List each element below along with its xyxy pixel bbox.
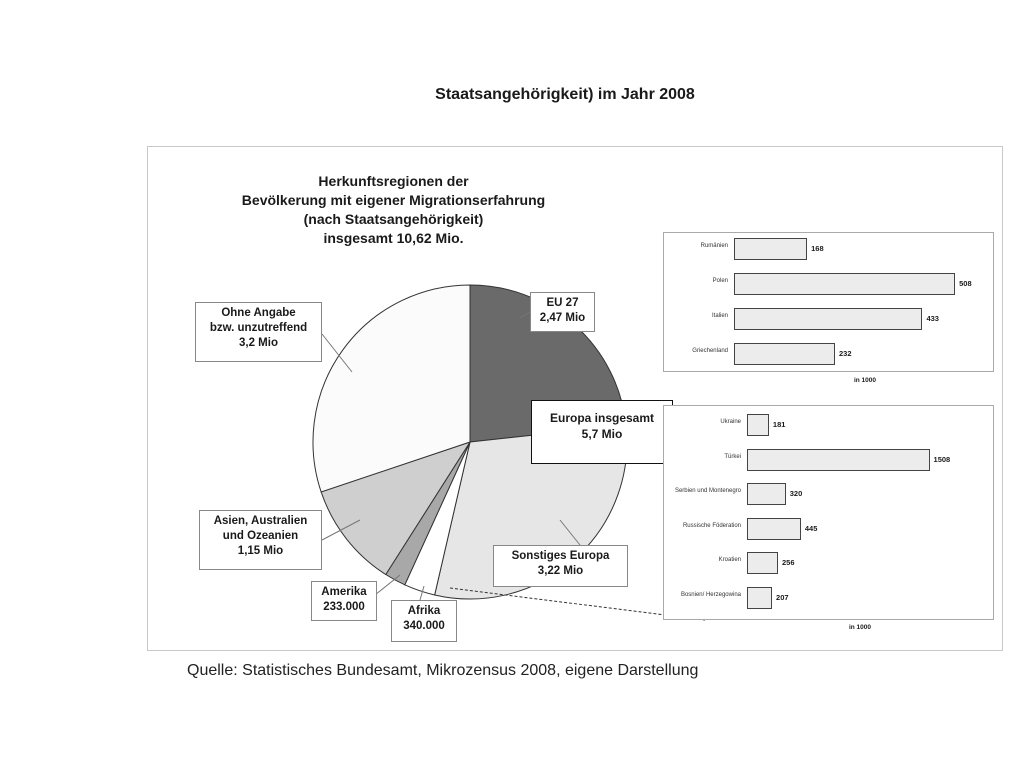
pie-title-line-3: (nach Staatsangehörigkeit) bbox=[303, 211, 484, 227]
label-europa-insgesamt bbox=[531, 400, 673, 464]
leader-line-amerika bbox=[375, 575, 400, 595]
label-asien bbox=[199, 510, 322, 570]
bar-label: Kroatien bbox=[718, 557, 741, 563]
bar bbox=[734, 308, 922, 330]
bar-value-label: 1508 bbox=[933, 454, 951, 464]
label-europa-line-2: 5,7 Mio bbox=[581, 427, 623, 441]
bar-label: Italien bbox=[711, 313, 728, 319]
bar-label: Ukraine bbox=[720, 419, 741, 425]
label-sonstiges-europa bbox=[493, 545, 628, 587]
bar bbox=[747, 414, 769, 436]
pie-title-line-2: Bevölkerung mit eigener Migrationserfahrung bbox=[241, 192, 546, 208]
bar-label: Polen bbox=[712, 278, 728, 284]
page-title: Staatsangehörigkeit) im Jahr 2008 bbox=[435, 86, 695, 103]
label-ohne-angabe-line-2: bzw. unzutreffend bbox=[209, 322, 308, 334]
bar-label: Russische Föderation bbox=[682, 522, 741, 529]
source-note: Quelle: Statistisches Bundesamt, Mikrozensus 2008, eigene Darstellung bbox=[187, 662, 699, 679]
bar bbox=[747, 552, 778, 574]
bar-label: Türkei bbox=[724, 453, 741, 460]
bar-label: Griechenland bbox=[692, 348, 728, 354]
label-asien-line-3: 1,15 Mio bbox=[237, 545, 284, 557]
bar bbox=[747, 449, 930, 471]
bar-label: Rumänien bbox=[700, 243, 728, 249]
label-eu27-line-1: EU 27 bbox=[546, 297, 579, 309]
bar-value-label: 433 bbox=[926, 314, 939, 323]
bar-value-label: 168 bbox=[811, 244, 824, 253]
bar-value-label: 508 bbox=[959, 279, 972, 288]
bar-panel-other-europe bbox=[663, 405, 994, 620]
label-eu27-line-2: 2,47 Mio bbox=[539, 312, 586, 324]
bar bbox=[747, 483, 786, 505]
bar-label: Bosnien/ Herzegowina bbox=[680, 591, 741, 598]
bar-value-label: 445 bbox=[804, 523, 818, 533]
bar bbox=[734, 343, 835, 365]
bar-value-label: 207 bbox=[776, 592, 789, 602]
bar-unit-other: in 1000 bbox=[848, 624, 872, 631]
label-afrika bbox=[391, 600, 457, 642]
bar bbox=[747, 518, 801, 540]
pie-title-line-1: Herkunftsregionen der bbox=[318, 173, 469, 189]
bar-value-label: 232 bbox=[838, 349, 852, 358]
label-amerika bbox=[311, 581, 377, 621]
label-sonstiges-line-2: 3,22 Mio bbox=[537, 565, 584, 577]
bar bbox=[747, 587, 772, 609]
label-asien-line-2: und Ozeanien bbox=[222, 530, 299, 542]
label-sonstiges-line-1: Sonstiges Europa bbox=[511, 550, 610, 562]
label-ohne-angabe-line-1: Ohne Angabe bbox=[221, 307, 296, 319]
label-ohne-angabe-line-3: 3,2 Mio bbox=[239, 337, 278, 349]
bar bbox=[734, 238, 807, 260]
label-afrika-line-1: Afrika bbox=[407, 605, 441, 617]
label-eu27 bbox=[530, 292, 595, 332]
label-afrika-line-2: 340.000 bbox=[403, 620, 445, 632]
pie-title-line-4: insgesamt 10,62 Mio. bbox=[323, 230, 464, 246]
label-europa-line-1: Europa insgesamt bbox=[549, 411, 655, 425]
label-ohne-angabe bbox=[195, 302, 322, 362]
bar-label: Serbien und Montenegro bbox=[674, 488, 741, 494]
label-amerika-line-2: 233.000 bbox=[323, 601, 365, 613]
bar-value-label: 320 bbox=[789, 489, 803, 498]
bar-unit-eu: in 1000 bbox=[853, 377, 877, 384]
label-asien-line-1: Asien, Australien bbox=[213, 515, 308, 527]
bar-value-label: 256 bbox=[781, 558, 795, 567]
bar-value-label: 181 bbox=[772, 420, 786, 429]
bar bbox=[734, 273, 955, 295]
label-amerika-line-1: Amerika bbox=[321, 586, 367, 598]
